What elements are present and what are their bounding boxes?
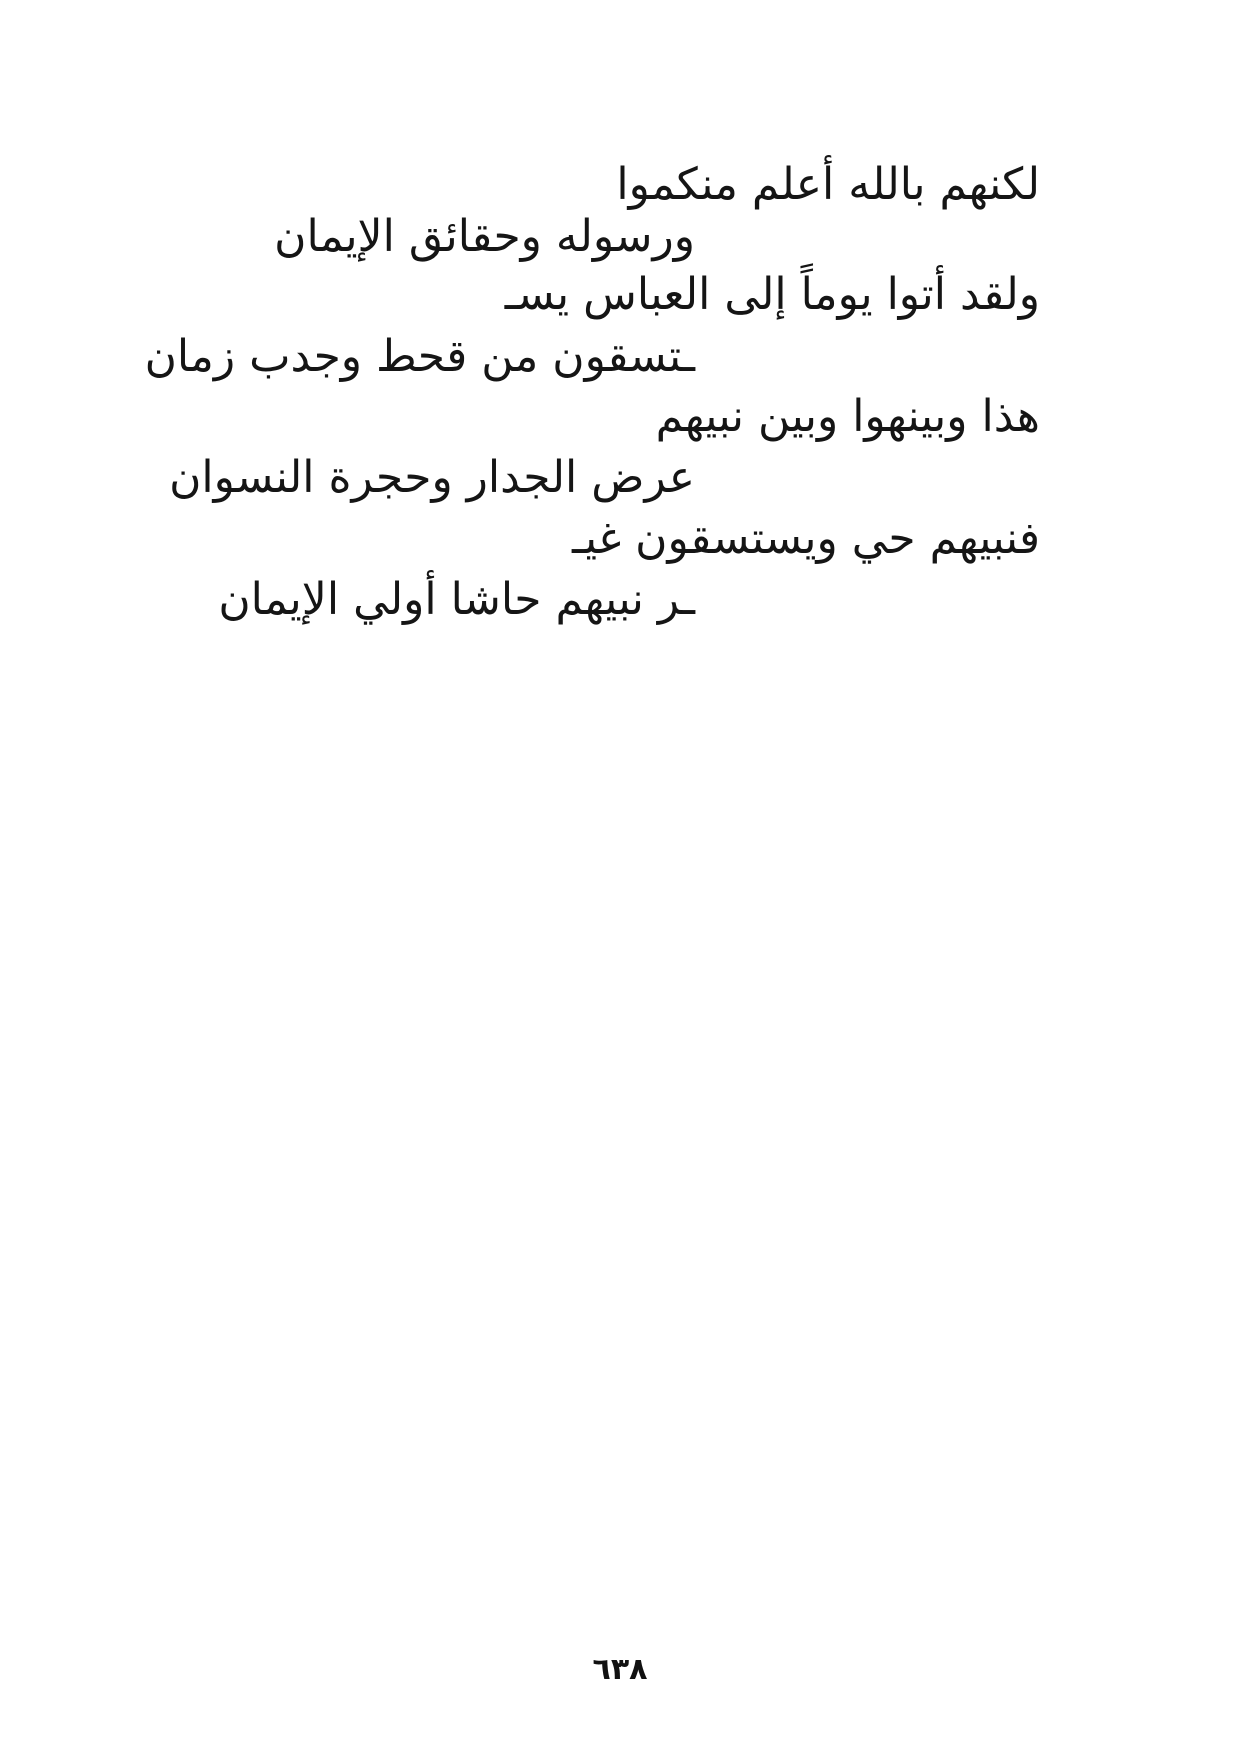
verse-line-5: هذا وبينهوا وبين نبيهم <box>655 391 1040 442</box>
verse-line-3: ولقد أتوا يوماً إلى العباس يسـ <box>504 269 1040 320</box>
verse-line-7: فنبيهم حي ويستسقون غيـ <box>571 513 1040 564</box>
page-number: ٦٣٨ <box>592 1652 648 1687</box>
verse-line-8: ـر نبيهم حاشا أولي الإيمان <box>218 574 695 625</box>
verse-line-2: ورسوله وحقائق الإيمان <box>274 211 695 262</box>
verse-line-1: لكنهم بالله أعلم منكموا <box>616 159 1040 210</box>
verse-line-6: عرض الجدار وحجرة النسوان <box>169 452 695 503</box>
verse-line-4: ـتسقون من قحط وجدب زمان <box>144 331 695 382</box>
